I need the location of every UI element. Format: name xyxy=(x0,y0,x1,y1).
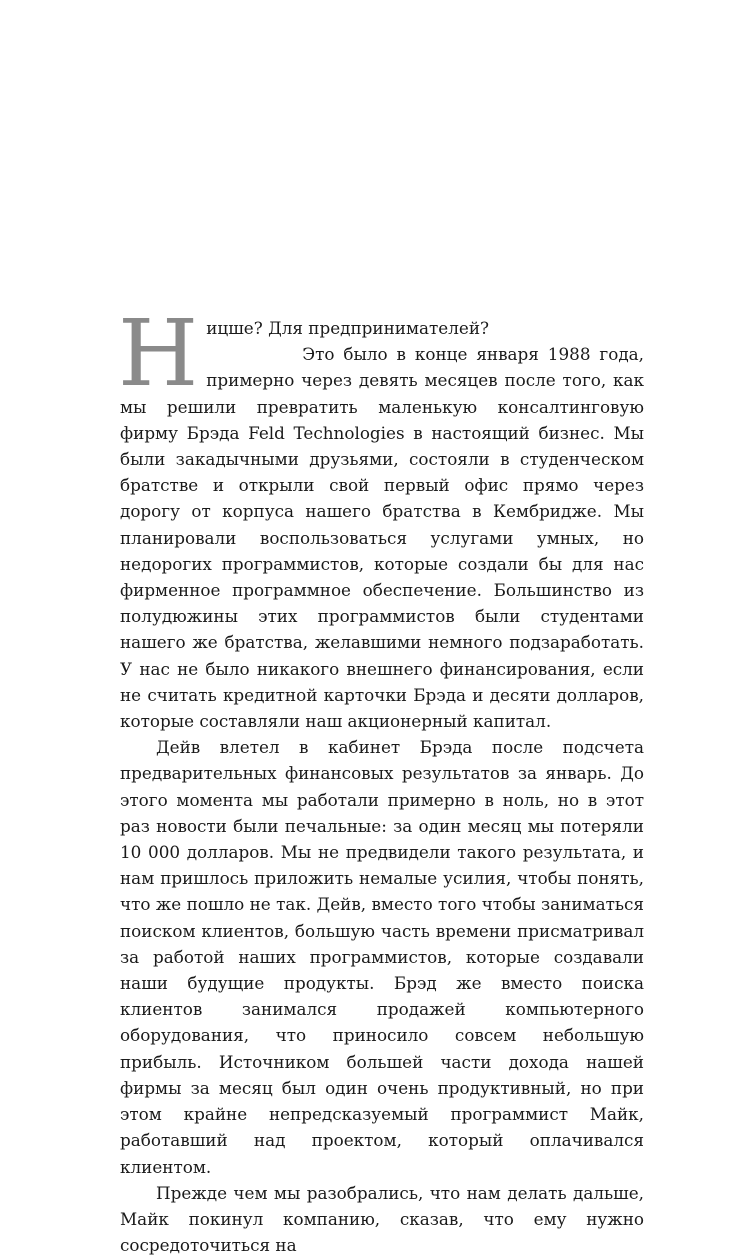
paragraph-2: Дейв влетел в кабинет Брэда после подсчета предварительных финансовых результатов за январь. До этого момента мы работали примерно в ноль, но в этот раз новости были печальные: за один месяц мы потеряли 10 000 долларов. Мы не предвидели такого результата, и нам пришлось приложить немалые усилия, чтобы понять, что же пошло не так. Дейв, вместо того чтобы заниматься поиском клиентов, большую часть времени присматривал за работой наших программистов, которые создавали наши будущие продукты. Брэд же вместо поиска клиентов занимался продажей компьютерного оборудования, что приносило совсем небольшую прибыль. Источником большей части дохода нашей фирмы за месяц был один очень продуктивный, но при этом крайне непредсказуемый программист Майк, работавший над проектом, который оплачивался клиентом. xyxy=(120,737,644,1177)
drop-cap-letter: Н xyxy=(118,300,199,407)
paragraph-3: Прежде чем мы разобрались, что нам делать дальше, Майк покинул компанию, сказав, что ему нужно сосредоточиться на xyxy=(120,1182,644,1256)
body-text xyxy=(118,300,644,1258)
paragraph-1: Это было в конце января 1988 года, примерно через девять месяцев после того, как мы решили превратить маленькую консалтинговую фирму Брэда Feld Technologies в настоящий бизнес. Мы были закадычными друзьями, состояли в студенческом братстве и открыли свой первый офис прямо через дорогу от корпуса нашего братства в Кембридже. Мы планировали воспользоваться услугами умных, но недорогих программистов, которые создали бы для нас фирменное программное обеспечение. Большинство из полудюжины этих программистов были студентами нашего же братства, желавшими немного подзаработать. У нас не было никакого внешнего финансирования, если не считать кредитной карточки Брэда и десяти долларов, которые составляли наш акционерный капитал. xyxy=(120,344,644,732)
opening-question: ицше? Для предпринимателей? xyxy=(206,318,490,338)
opening-line xyxy=(120,315,644,341)
